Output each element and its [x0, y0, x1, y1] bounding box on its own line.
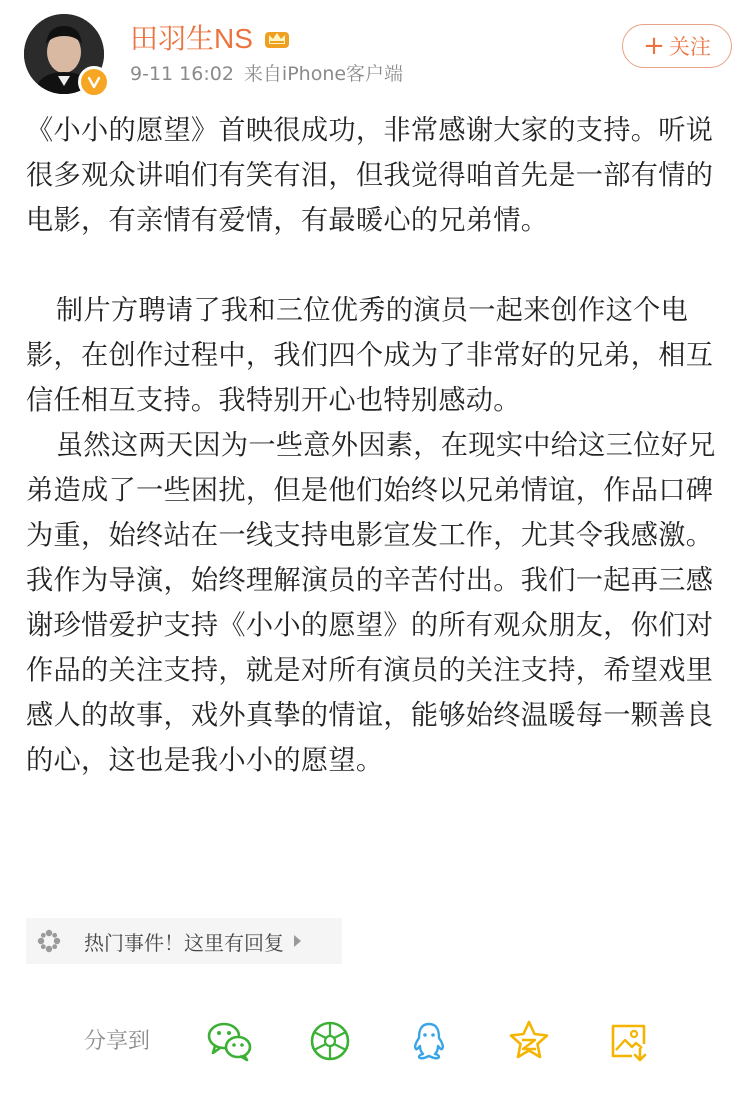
author-name[interactable]: 田羽生NS: [130, 23, 253, 54]
topic-text: 热门事件！这里有回复: [84, 930, 284, 955]
plus-icon: +: [643, 31, 665, 61]
follow-label: 关注: [668, 35, 711, 59]
moments-icon[interactable]: [307, 1018, 353, 1064]
topic-card[interactable]: [26, 918, 342, 964]
pinwheel-icon: [26, 918, 72, 964]
chevron-right-icon: [294, 935, 301, 947]
crown-icon: [262, 24, 292, 52]
share-bar: [0, 1014, 756, 1064]
post-source[interactable]: 来自iPhone客户端: [243, 63, 404, 85]
qzone-icon[interactable]: [506, 1018, 552, 1064]
paragraph-3: 虽然这两天因为一些意外因素，在现实中给这三位好兄弟造成了一些困扰，但是他们始终以兄弟情谊，作品口碑为重，始终站在一线支持电影宣发工作，尤其令我感激。我作为导演，始终理解演员的辛苦付出。我们一起再三感谢珍惜爱护支持《小小的愿望》的所有观众朋友，你们对作品的关注支持，就是对所有演员的关注支持，希望戏里感人的故事，戏外真挚的情谊，能够始终温暖每一颗善良的心，这也是我小小的愿望。: [26, 430, 716, 776]
follow-button[interactable]: [622, 24, 732, 68]
paragraph-2: 制片方聘请了我和三位优秀的演员一起来创作这个电影，在创作过程中，我们四个成为了非常好的兄弟，相互信任相互支持。我特别开心也特别感动。: [26, 295, 714, 416]
post-meta: [130, 62, 413, 86]
share-label: 分享到: [84, 1029, 151, 1054]
save-image-icon[interactable]: [606, 1018, 652, 1064]
verified-badge-icon: [78, 66, 110, 98]
paragraph-1: 《小小的愿望》首映很成功，非常感谢大家的支持。听说很多观众讲咱们有笑有泪，但我觉得咱首先是一部有情的电影，有亲情有爱情，有最暖心的兄弟情。: [26, 115, 714, 236]
wechat-icon[interactable]: [206, 1018, 252, 1064]
post-content: [26, 108, 730, 783]
post-time: 9-11 16:02: [130, 63, 234, 85]
qq-icon[interactable]: [406, 1018, 452, 1064]
